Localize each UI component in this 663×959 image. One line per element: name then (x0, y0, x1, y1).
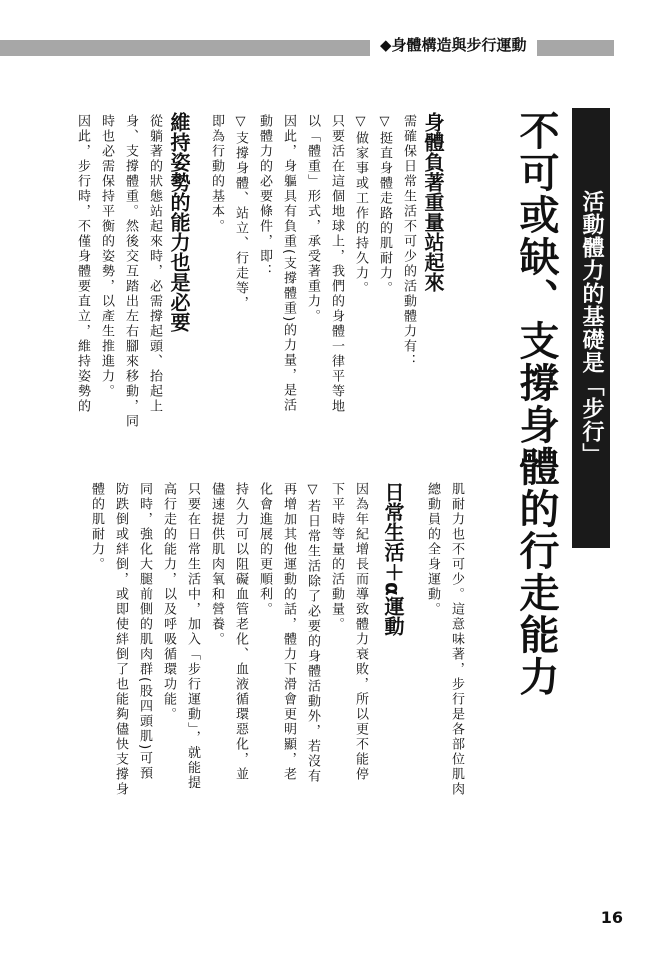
section3-line: 持久力可以阻礙血管老化、血液循環惡化，並 (233, 482, 248, 782)
page-title: 不可或缺、支撐身體的行走能力 (513, 110, 559, 698)
section2-line: 時也必需保持平衡的姿勢，以產生推進力。 (99, 114, 114, 399)
section2-heading: 維持姿勢的能力也是必要 (167, 112, 191, 332)
section-tag: 活動體力的基礎是「步行」 (572, 108, 610, 548)
section1-line: ▽支撐身體、站立、行走等， (233, 114, 248, 311)
section1-line: ▽挺直身體走路的肌耐力。 (377, 114, 392, 296)
section3-line: 儘速提供肌肉氧和營養。 (209, 482, 224, 647)
section1-line: 以「體重」形式，承受著重力。 (305, 114, 320, 324)
section1-heading: 身體負著重量站起來 (421, 112, 445, 292)
section2-line: 因此，步行時，不僅身體要直立，維持姿勢的 (75, 114, 90, 414)
section3-line: 同時，強化大腿前側的肌肉群(股四頭肌)可預 (137, 482, 152, 782)
section3-intro-line: 總動員的全身運動。 (425, 482, 440, 617)
section1-line: 因此，身軀具有負重(支撐體重)的力量，是活 (281, 114, 296, 414)
section3-line: ▽若日常生活除了必要的身體活動外，若沒有 (305, 482, 320, 784)
section3-line: 防跌倒或絆倒，或即使絆倒了也能夠儘快支撐身 (113, 482, 128, 797)
section3-line: 下平時等量的活動量。 (329, 482, 344, 632)
section3-line: 高行走的能力，以及呼吸循環功能。 (161, 482, 176, 722)
section3-line: 體的肌耐力。 (89, 482, 104, 572)
section1-line: 只要活在這個地球上，我們的身體一律平等地 (329, 114, 344, 414)
section2-line: 身、支撐體重。然後交互踏出左右腳來移動，同 (123, 114, 138, 429)
page-number: 16 (600, 908, 623, 927)
section1-line: 即為行動的基本。 (209, 114, 224, 234)
section3-line: 化會進展的更順利。 (257, 482, 272, 617)
section3-line: 再增加其他運動的話，體力下滑會更明顯，老 (281, 482, 296, 782)
section3-intro-line: 肌耐力也不可少。這意味著，步行是各部位肌肉 (449, 482, 464, 797)
section2-line: 從躺著的狀態站起來時，必需撐起頭、抬起上 (147, 114, 162, 414)
section1-line: 動體力的必要條件，即： (257, 114, 272, 279)
section3-line: 因為年紀增長而導致體力衰敗，所以更不能停 (353, 482, 368, 782)
section3-line: 只要在日常生活中，加入「步行運動」，就能提 (185, 482, 200, 791)
section1-line: 需確保日常生活不可少的活動體力有： (401, 114, 416, 369)
running-header: ◆身體構造與步行運動 (370, 30, 537, 60)
section1-line: ▽做家事或工作的持久力。 (353, 114, 368, 296)
section3-heading: 日常生活＋α運動 (381, 482, 405, 636)
